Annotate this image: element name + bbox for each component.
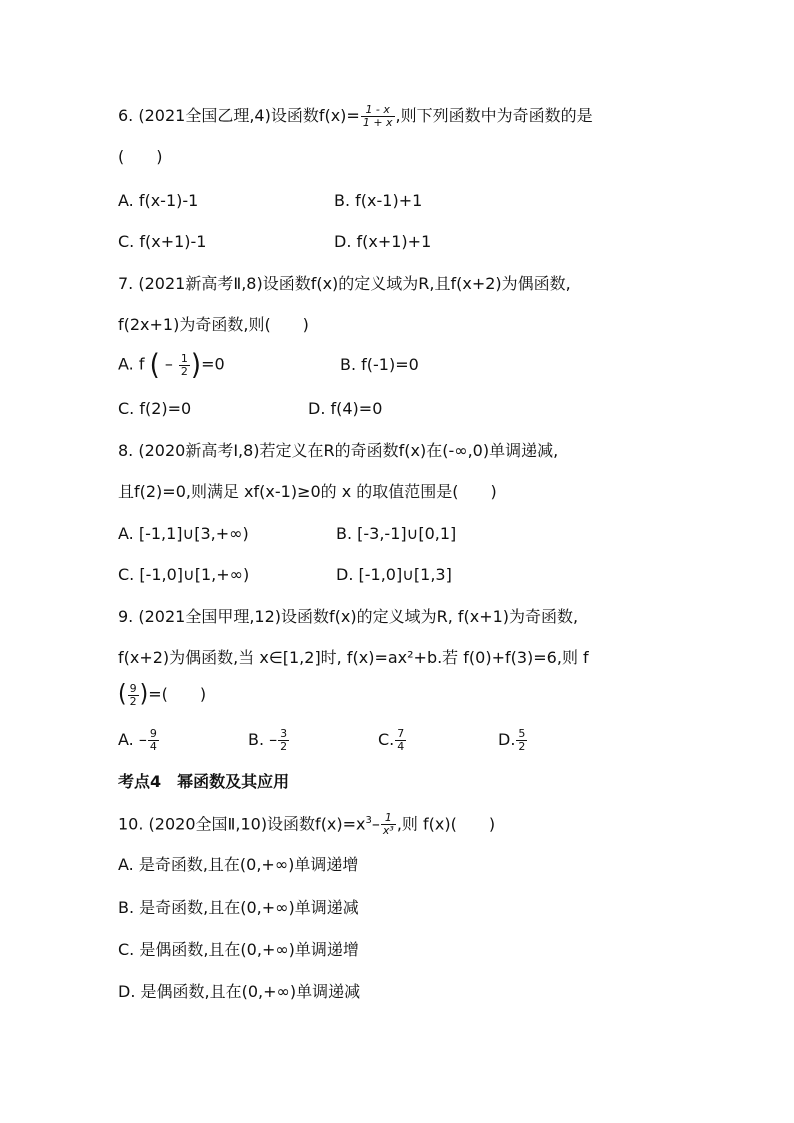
q6-option-d: D. f(x+1)+1 bbox=[334, 232, 432, 251]
q7-option-c: C. f(2)=0 bbox=[118, 399, 192, 418]
q8-line2: 且f(2)=0,则满足 xf(x-1)≥0的 x 的取值范围是( ) bbox=[118, 482, 497, 501]
q7-option-a-suffix: =0 bbox=[201, 354, 225, 374]
left-paren-glyph: ( bbox=[149, 348, 160, 382]
q9-option-d-den: 2 bbox=[518, 740, 526, 753]
q8-option-b: B. [-3,-1]∪[0,1] bbox=[336, 524, 457, 543]
q8-option-c: C. [-1,0]∪[1,+∞) bbox=[118, 565, 250, 584]
q9-line2: f(x+2)为偶函数,当 x∈[1,2]时, f(x)=ax²+b.若 f(0)+f(3)=6,则 f bbox=[118, 648, 589, 667]
q9-arg-num: 9 bbox=[129, 681, 137, 695]
q8-option-a: A. [-1,1]∪[3,+∞) bbox=[118, 524, 249, 543]
q9-line1: 9. (2021全国甲理,12)设函数f(x)的定义域为R, f(x+1)为奇函数, bbox=[118, 607, 579, 626]
q9-option-b-num: 3 bbox=[280, 727, 288, 740]
q10-frac-den: x³ bbox=[382, 824, 394, 838]
q9-option-a-fraction bbox=[148, 728, 159, 753]
q6-stem-b: ,则下列函数中为奇函数的是 bbox=[395, 106, 593, 125]
q6-stem bbox=[118, 104, 593, 129]
q9-option-b-fraction bbox=[278, 728, 289, 753]
q9-option-c-fraction bbox=[395, 728, 406, 753]
section-heading: 考点4 幂函数及其应用 bbox=[118, 772, 290, 791]
q6-option-a: A. f(x-1)-1 bbox=[118, 191, 199, 210]
q9-line3 bbox=[118, 682, 206, 708]
q9-option-b-den: 2 bbox=[280, 740, 288, 753]
q10-option-b: B. 是奇函数,且在(0,+∞)单调递减 bbox=[118, 898, 359, 917]
q7-option-b: B. f(-1)=0 bbox=[340, 355, 419, 374]
q10-minus: – bbox=[371, 814, 380, 834]
q7-option-a-fraction bbox=[179, 353, 190, 378]
q7-line1: 7. (2021新高考Ⅱ,8)设函数f(x)的定义域为R,且f(x+2)为偶函数, bbox=[118, 274, 571, 293]
q8-line1: 8. (2020新高考Ⅰ,8)若定义在R的奇函数f(x)在(-∞,0)单调递减, bbox=[118, 441, 559, 460]
q10-option-c: C. 是偶函数,且在(0,+∞)单调递增 bbox=[118, 940, 359, 959]
q9-option-b bbox=[248, 728, 290, 753]
q9-blank: =( ) bbox=[148, 684, 207, 704]
q10-stem bbox=[118, 810, 495, 837]
q9-arg-den: 2 bbox=[129, 694, 137, 708]
q6-frac-den: 1 + x bbox=[362, 116, 393, 129]
q10-stem-b: ,则 f(x)( ) bbox=[396, 814, 496, 834]
q9-option-d-num: 5 bbox=[518, 727, 526, 740]
q9-arg-fraction bbox=[128, 683, 139, 708]
q9-option-c-num: 7 bbox=[397, 727, 405, 740]
q9-option-d-label: D. bbox=[498, 730, 516, 749]
q7-option-a-den: 2 bbox=[180, 364, 188, 378]
left-paren-glyph: ( bbox=[118, 680, 127, 709]
q10-frac-num: 1 bbox=[381, 812, 396, 825]
q10-fraction bbox=[381, 812, 396, 837]
q6-blank: ( ) bbox=[118, 147, 163, 166]
q10-exponent: 3 bbox=[365, 815, 372, 826]
q9-option-a-num: 9 bbox=[149, 727, 157, 740]
q9-option-c-den: 4 bbox=[397, 740, 405, 753]
q6-stem-a: 6. (2021全国乙理,4)设函数f(x)= bbox=[118, 106, 360, 125]
q7-option-a-minus: – bbox=[164, 354, 173, 374]
q10-option-a: A. 是奇函数,且在(0,+∞)单调递增 bbox=[118, 855, 359, 874]
right-paren-glyph: ) bbox=[190, 348, 202, 382]
q7-option-a bbox=[118, 348, 225, 382]
q10-stem-a: 10. (2020全国Ⅱ,10)设函数f(x)=x bbox=[118, 814, 366, 834]
q7-line2: f(2x+1)为奇函数,则( ) bbox=[118, 315, 309, 334]
right-paren-glyph: ) bbox=[139, 680, 149, 709]
q7-option-d: D. f(4)=0 bbox=[308, 399, 383, 418]
q9-option-a-label: A. – bbox=[118, 730, 147, 749]
q9-option-b-label: B. – bbox=[248, 730, 278, 749]
q9-option-c bbox=[378, 728, 407, 753]
q7-option-a-num: 1 bbox=[180, 351, 188, 365]
q6-fraction bbox=[361, 104, 395, 129]
q8-option-d: D. [-1,0]∪[1,3] bbox=[336, 565, 452, 584]
q10-option-d: D. 是偶函数,且在(0,+∞)单调递减 bbox=[118, 982, 361, 1001]
q6-frac-num: 1 - x bbox=[361, 104, 395, 117]
q7-option-a-prefix: A. f bbox=[118, 354, 145, 374]
q9-option-a-den: 4 bbox=[149, 740, 157, 753]
q6-option-b: B. f(x-1)+1 bbox=[334, 191, 423, 210]
q9-option-a bbox=[118, 728, 160, 753]
q9-option-d-fraction bbox=[516, 728, 527, 753]
q9-option-d bbox=[498, 728, 528, 753]
q9-option-c-label: C. bbox=[378, 730, 395, 749]
q6-option-c: C. f(x+1)-1 bbox=[118, 232, 207, 251]
